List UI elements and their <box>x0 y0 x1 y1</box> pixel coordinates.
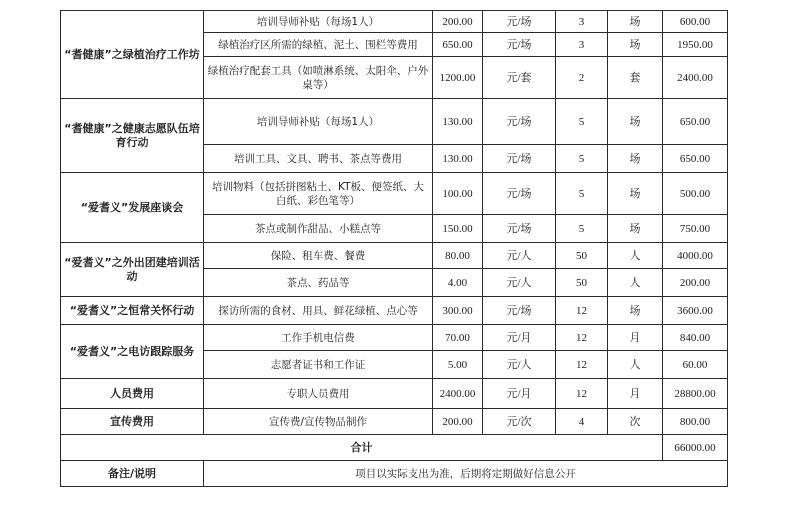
item-unit-cell: 元/人 <box>483 269 556 297</box>
item-qty-unit-cell: 场 <box>608 215 663 243</box>
item-amount-cell: 2400.00 <box>663 57 728 99</box>
item-price-cell: 150.00 <box>433 215 483 243</box>
item-qty-unit-cell: 场 <box>608 173 663 215</box>
project-name-cell: “爱耆义”之电访跟踪服务 <box>61 325 204 379</box>
item-qty-unit-cell: 套 <box>608 57 663 99</box>
item-price-cell: 130.00 <box>433 99 483 145</box>
project-name-cell: 宣传费用 <box>61 409 204 435</box>
item-desc-cell: 茶点、药品等 <box>204 269 433 297</box>
item-amount-cell: 60.00 <box>663 351 728 379</box>
item-unit-cell: 元/次 <box>483 409 556 435</box>
table-row <box>61 11 728 33</box>
item-qty-cell: 4 <box>556 409 608 435</box>
item-desc-cell: 工作手机电信费 <box>204 325 433 351</box>
item-desc-cell: 培训工具、文具、聘书、茶点等费用 <box>204 145 433 173</box>
item-price-cell: 650.00 <box>433 33 483 57</box>
item-price-cell: 200.00 <box>433 11 483 33</box>
item-qty-unit-cell: 场 <box>608 33 663 57</box>
table-row <box>61 379 728 409</box>
item-qty-cell: 12 <box>556 351 608 379</box>
item-qty-unit-cell: 场 <box>608 11 663 33</box>
item-unit-cell: 元/人 <box>483 243 556 269</box>
item-desc-cell: 宣传费/宣传物品制作 <box>204 409 433 435</box>
item-amount-cell: 28800.00 <box>663 379 728 409</box>
item-qty-unit-cell: 人 <box>608 243 663 269</box>
item-unit-cell: 元/月 <box>483 379 556 409</box>
item-desc-cell: 培训物料（包括拼图粘土、KT板、便签纸、大白纸、彩色笔等） <box>204 173 433 215</box>
item-qty-unit-cell: 场 <box>608 297 663 325</box>
item-price-cell: 80.00 <box>433 243 483 269</box>
item-desc-cell: 培训导师补贴（每场1人） <box>204 99 433 145</box>
item-amount-cell: 750.00 <box>663 215 728 243</box>
item-qty-unit-cell: 人 <box>608 351 663 379</box>
table-row <box>61 325 728 351</box>
table-row <box>61 99 728 145</box>
item-unit-cell: 元/场 <box>483 11 556 33</box>
project-name-cell: “爱耆义”发展座谈会 <box>61 173 204 243</box>
item-unit-cell: 元/场 <box>483 297 556 325</box>
item-price-cell: 1200.00 <box>433 57 483 99</box>
total-row <box>61 435 728 461</box>
budget-page <box>60 10 727 487</box>
item-unit-cell: 元/场 <box>483 145 556 173</box>
item-qty-cell: 3 <box>556 33 608 57</box>
project-name-cell: “爱耆义”之外出团建培训活动 <box>61 243 204 297</box>
item-amount-cell: 800.00 <box>663 409 728 435</box>
item-desc-cell: 绿植治疗区所需的绿植、泥土、围栏等费用 <box>204 33 433 57</box>
item-qty-cell: 12 <box>556 325 608 351</box>
item-qty-cell: 12 <box>556 297 608 325</box>
total-amount: 66000.00 <box>663 435 728 461</box>
item-desc-cell: 培训导师补贴（每场1人） <box>204 11 433 33</box>
item-price-cell: 5.00 <box>433 351 483 379</box>
budget-table-body <box>61 11 728 487</box>
remark-label: 备注/说明 <box>61 461 204 487</box>
item-price-cell: 130.00 <box>433 145 483 173</box>
budget-table <box>60 10 728 487</box>
item-unit-cell: 元/月 <box>483 325 556 351</box>
item-qty-cell: 5 <box>556 145 608 173</box>
item-qty-unit-cell: 场 <box>608 99 663 145</box>
table-row <box>61 173 728 215</box>
project-name-cell: 人员费用 <box>61 379 204 409</box>
remark-row <box>61 461 728 487</box>
table-row <box>61 409 728 435</box>
item-amount-cell: 650.00 <box>663 145 728 173</box>
item-price-cell: 70.00 <box>433 325 483 351</box>
item-price-cell: 200.00 <box>433 409 483 435</box>
item-desc-cell: 保险、租车费、餐费 <box>204 243 433 269</box>
item-amount-cell: 840.00 <box>663 325 728 351</box>
item-price-cell: 300.00 <box>433 297 483 325</box>
item-unit-cell: 元/场 <box>483 173 556 215</box>
item-price-cell: 100.00 <box>433 173 483 215</box>
item-price-cell: 4.00 <box>433 269 483 297</box>
item-amount-cell: 650.00 <box>663 99 728 145</box>
item-desc-cell: 探访所需的食材、用具、鲜花绿植、点心等 <box>204 297 433 325</box>
item-qty-unit-cell: 人 <box>608 269 663 297</box>
item-desc-cell: 绿植治疗配套工具（如喷淋系统、太阳伞、户外桌等） <box>204 57 433 99</box>
item-desc-cell: 专职人员费用 <box>204 379 433 409</box>
item-amount-cell: 600.00 <box>663 11 728 33</box>
item-qty-cell: 50 <box>556 269 608 297</box>
item-amount-cell: 500.00 <box>663 173 728 215</box>
table-row <box>61 297 728 325</box>
item-qty-cell: 2 <box>556 57 608 99</box>
project-name-cell: “耆健康”之健康志愿队伍培育行动 <box>61 99 204 173</box>
item-qty-cell: 3 <box>556 11 608 33</box>
item-unit-cell: 元/场 <box>483 215 556 243</box>
item-qty-cell: 5 <box>556 215 608 243</box>
item-amount-cell: 3600.00 <box>663 297 728 325</box>
remark-text: 项目以实际支出为准，后期将定期做好信息公开 <box>204 461 728 487</box>
item-qty-cell: 12 <box>556 379 608 409</box>
item-unit-cell: 元/人 <box>483 351 556 379</box>
table-row <box>61 243 728 269</box>
project-name-cell: “爱耆义”之恒常关怀行动 <box>61 297 204 325</box>
item-qty-unit-cell: 月 <box>608 325 663 351</box>
item-qty-unit-cell: 次 <box>608 409 663 435</box>
item-qty-unit-cell: 场 <box>608 145 663 173</box>
item-amount-cell: 200.00 <box>663 269 728 297</box>
item-unit-cell: 元/场 <box>483 33 556 57</box>
item-qty-cell: 5 <box>556 99 608 145</box>
item-desc-cell: 志愿者证书和工作证 <box>204 351 433 379</box>
item-qty-cell: 50 <box>556 243 608 269</box>
item-qty-unit-cell: 月 <box>608 379 663 409</box>
item-desc-cell: 茶点或制作甜品、小糕点等 <box>204 215 433 243</box>
total-label: 合计 <box>61 435 663 461</box>
item-price-cell: 2400.00 <box>433 379 483 409</box>
item-unit-cell: 元/套 <box>483 57 556 99</box>
item-qty-cell: 5 <box>556 173 608 215</box>
item-amount-cell: 1950.00 <box>663 33 728 57</box>
item-unit-cell: 元/场 <box>483 99 556 145</box>
project-name-cell: “耆健康”之绿植治疗工作坊 <box>61 11 204 99</box>
item-amount-cell: 4000.00 <box>663 243 728 269</box>
